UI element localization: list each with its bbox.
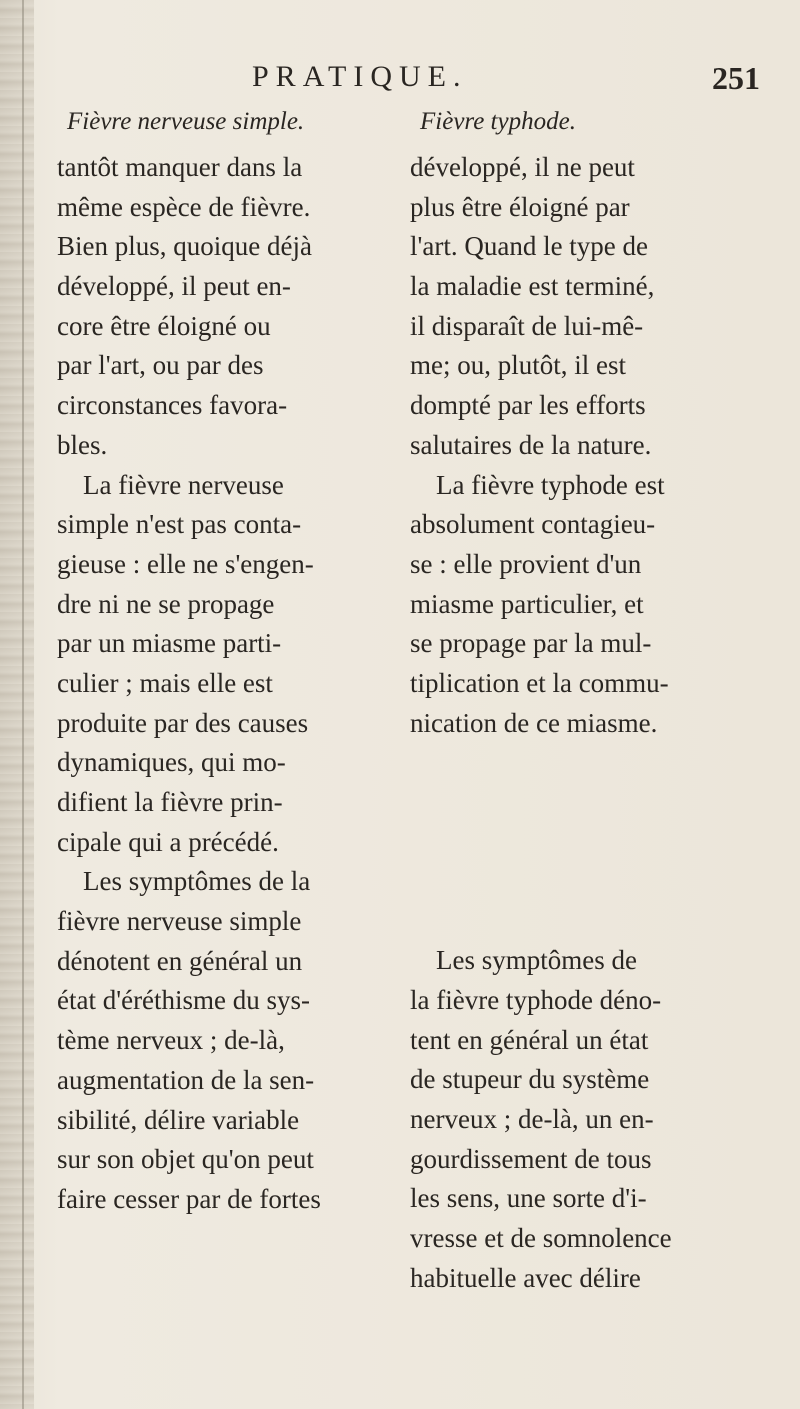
text-line: fièvre nerveuse simple: [57, 906, 302, 937]
text-line: plus être éloigné par: [410, 191, 630, 222]
text-line: produite par des causes: [57, 707, 309, 738]
left-column-heading: Fièvre nerveuse simple.: [67, 108, 305, 135]
text-line: la fièvre typhode déno-: [410, 985, 662, 1015]
text-line: Les symptômes de la: [83, 866, 311, 897]
text-line: dre ni ne se propage: [57, 588, 275, 619]
text-line: difient la fièvre prin-: [57, 787, 283, 817]
text-line: état d'éréthisme du sys-: [57, 985, 311, 1016]
text-line: bles.: [57, 429, 108, 460]
text-line: miasme particulier, et: [410, 588, 644, 619]
text-line: absolument contagieu-: [410, 509, 656, 540]
page-gutter: [0, 0, 34, 1409]
text-line: sur son objet qu'on peut: [57, 1144, 314, 1175]
text-line: tiplication et la commu-: [410, 667, 669, 698]
text-line: dynamiques, qui mo-: [57, 747, 286, 778]
text-line: se : elle provient d'un: [410, 548, 642, 579]
text-line: tent en général un état: [410, 1024, 649, 1055]
text-line: Les symptômes de: [436, 945, 637, 976]
binding-edge: [22, 0, 24, 1409]
text-line: vresse et de somnolence: [410, 1223, 672, 1254]
text-line: tantôt manquer dans la: [57, 152, 303, 182]
text-line: même espèce de fièvre.: [57, 191, 311, 222]
text-line: l'art. Quand le type de: [410, 231, 649, 262]
text-line: les sens, une sorte d'i-: [410, 1183, 647, 1214]
text-line: circonstances favora-: [57, 390, 288, 421]
text-line: tème nerveux ; de-là,: [57, 1025, 285, 1056]
column-gap: [410, 743, 780, 941]
text-line: gourdissement de tous: [410, 1143, 652, 1174]
text-line: simple n'est pas conta-: [57, 509, 302, 540]
text-line: La fièvre typhode est: [436, 469, 665, 500]
text-line: augmentation de la sen-: [57, 1064, 315, 1095]
right-column: [410, 108, 780, 1299]
left-column: [57, 108, 412, 1220]
text-line: développé, il peut en-: [57, 271, 291, 302]
text-line: La fièvre nerveuse: [83, 469, 284, 500]
page-number: 251: [712, 60, 760, 96]
text-line: core être éloigné ou: [57, 310, 271, 341]
text-line: la maladie est terminé,: [410, 271, 655, 302]
text-line: de stupeur du système: [410, 1064, 650, 1095]
text-line: gieuse : elle ne s'engen-: [57, 548, 314, 579]
right-column-heading: Fièvre typhode.: [420, 108, 576, 135]
text-line: développé, il ne peut: [410, 152, 635, 182]
text-line: me; ou, plutôt, il est: [410, 350, 626, 381]
text-line: par un miasme parti-: [57, 628, 282, 659]
text-line: dénotent en général un: [57, 945, 303, 976]
text-line: il disparaît de lui-mê-: [410, 310, 644, 341]
text-line: Bien plus, quoique déjà: [57, 231, 312, 262]
text-line: salutaires de la nature.: [410, 429, 652, 460]
text-line: sibilité, délire variable: [57, 1104, 300, 1135]
text-line: par l'art, ou par des: [57, 350, 264, 381]
text-line: culier ; mais elle est: [57, 667, 273, 698]
text-line: cipale qui a précédé.: [57, 826, 279, 857]
text-line: dompté par les efforts: [410, 390, 646, 421]
text-line: habituelle avec délire: [410, 1262, 641, 1293]
running-head-title: PRATIQUE.: [252, 60, 468, 93]
running-head: [252, 60, 760, 110]
text-line: nerveux ; de-là, un en-: [410, 1104, 654, 1135]
text-line: nication de ce miasme.: [410, 707, 658, 738]
text-line: faire cesser par de fortes: [57, 1183, 321, 1214]
text-line: se propage par la mul-: [410, 628, 652, 659]
